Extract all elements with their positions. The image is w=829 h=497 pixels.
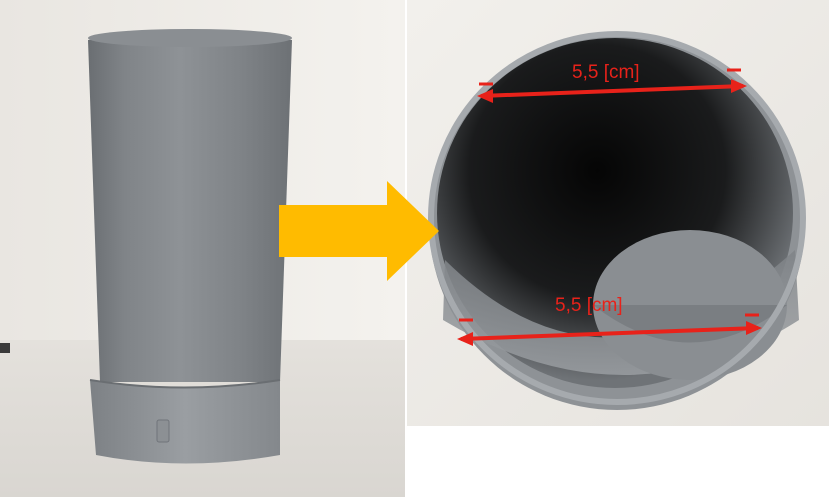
cylinder-body <box>88 34 292 382</box>
yellow-arrow-icon <box>279 181 439 281</box>
left-edge-object <box>0 343 10 353</box>
base-ring-clip <box>157 420 169 442</box>
bottom-measurement-label: 5,5 [cm] <box>555 295 623 316</box>
top-measurement-label: 5,5 [cm] <box>572 62 640 83</box>
cylinder-top-rim <box>88 29 292 47</box>
cylinder-base-ring <box>90 380 280 464</box>
